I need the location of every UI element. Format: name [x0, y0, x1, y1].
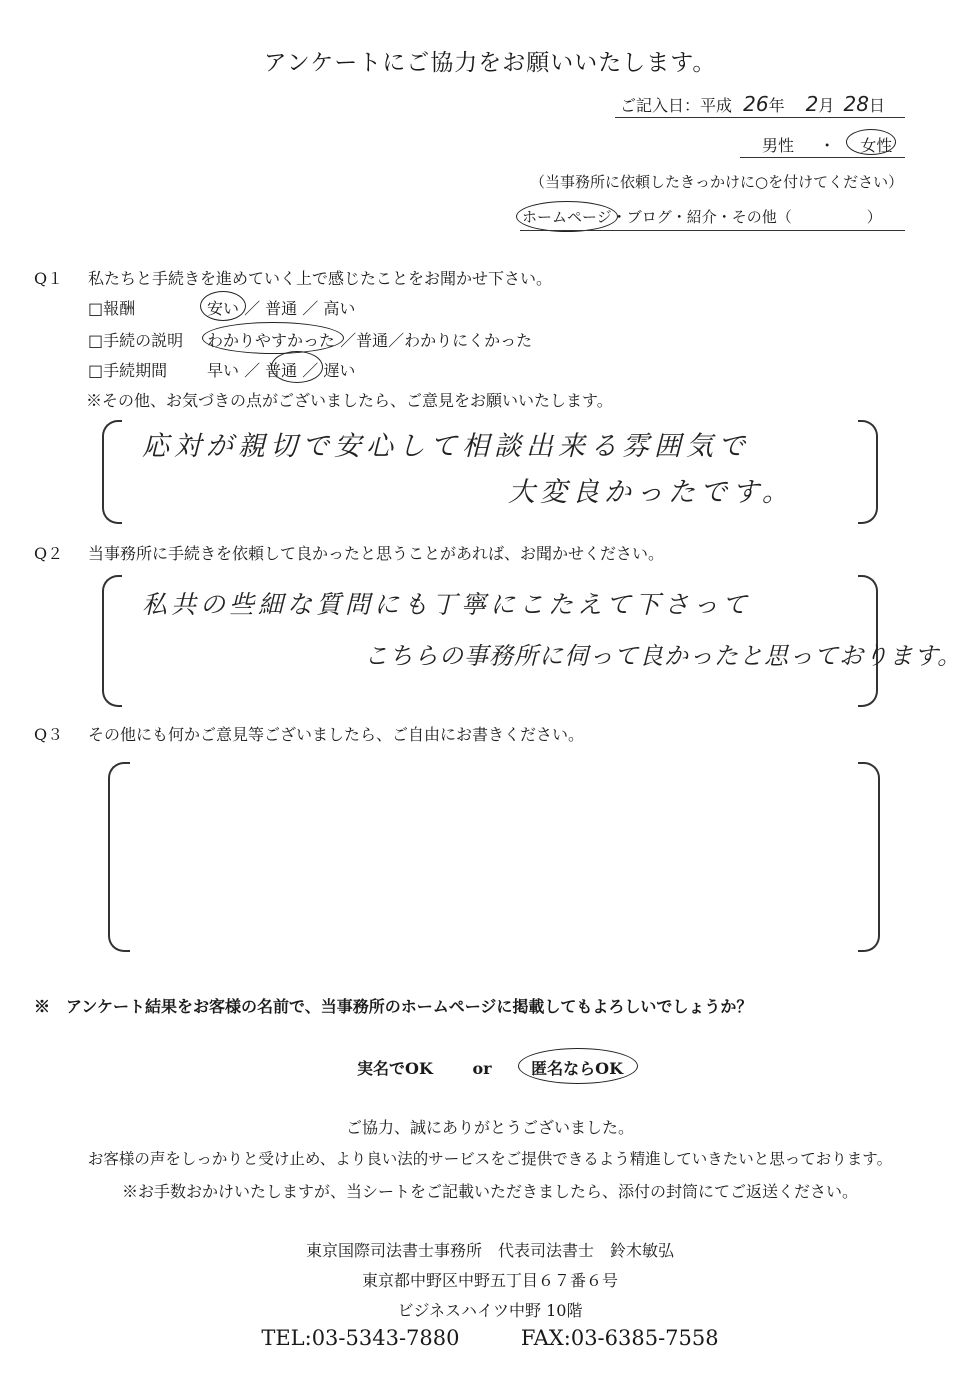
q2-answer-line1: 私共の些細な質問にも丁寧にこたえて下さって	[142, 590, 752, 619]
thanks-line2: お客様の声をしっかりと受け止め、より良い法的サービスをご提供できるよう精進していきたいと思っております。	[87, 1150, 893, 1168]
answer-box-left-bracket	[102, 420, 122, 524]
trigger-note: （当事務所に依頼したきっかけに○を付けてください）	[530, 173, 904, 191]
office-name: 東京国際司法書士事務所 代表司法書士 鈴木敏弘	[305, 1241, 674, 1260]
q1-label: Q１	[34, 269, 64, 288]
publish-options	[0, 1056, 980, 1079]
q1-question: 私たちと手続きを進めていく上で感じたことをお聞かせ下さい。	[88, 269, 553, 288]
answer-box-left-bracket	[108, 762, 130, 952]
q1-row-fee-item: □報酬	[88, 299, 136, 318]
date-year: 26	[743, 92, 769, 116]
gender-separator: ・	[819, 136, 836, 155]
selection-circle	[518, 1048, 638, 1084]
thanks-line3: ※お手数おかけいたしますが、当シートをご記載いただきましたら、添付の封筒にてご返送ください。	[121, 1182, 858, 1201]
thanks-line1: ご協力、誠にありがとうございました。	[345, 1118, 634, 1137]
office-contact	[0, 1326, 980, 1350]
q1-answer-line2: 大変良かったです。	[508, 477, 794, 508]
selection-circle	[516, 201, 618, 232]
date-label: ご記入日：平成	[620, 96, 733, 115]
date-year-unit: 年	[768, 96, 785, 115]
selection-circle	[202, 322, 344, 354]
q1-row-explanation-item: □手続の説明	[88, 331, 184, 350]
date-month-unit: 月	[818, 96, 835, 115]
gender-male: 男性	[762, 136, 795, 155]
q2-answer-line2: こちらの事務所に伺って良かったと思っております。	[364, 642, 963, 670]
selection-circle	[846, 129, 896, 155]
q1-row-fee-choices: 安い ／ 普通 ／ 高い	[207, 299, 356, 318]
office-address2: ビジネスハイツ中野 10階	[397, 1301, 583, 1320]
selection-circle	[200, 291, 246, 321]
answer-box-left-bracket	[102, 575, 122, 707]
answer-box-right-bracket	[858, 420, 878, 524]
publish-option-real-name: 実名でOK	[357, 1059, 433, 1078]
date-day-unit: 日	[868, 96, 885, 115]
q1-answer-line1: 応対が親切で安心して相談出来る雰囲気で	[142, 431, 750, 462]
trigger-options: ホームページ・ブログ・紹介・その他（ ）	[522, 208, 882, 226]
trigger-underline	[520, 230, 905, 231]
date-month: 2	[805, 92, 819, 116]
publish-option-anonymous: 匿名ならOK	[531, 1059, 623, 1078]
gender-underline	[740, 157, 905, 158]
date-field	[620, 92, 885, 116]
q2-label: Q２	[34, 544, 64, 563]
office-address1: 東京都中野区中野五丁目６７番６号	[361, 1271, 618, 1290]
office-fax: FAX:03-6385-7558	[520, 1326, 719, 1350]
q1-row-explanation-choices: わかりやすかった ／普通／わかりにくかった	[207, 331, 533, 350]
gender-female: 女性	[860, 136, 893, 155]
answer-box-right-bracket	[858, 762, 880, 952]
q1-row-period-item: □手続期間	[88, 361, 168, 380]
selection-circle	[271, 351, 323, 383]
q3-question: その他にも何かご意見等ございましたら、ご自由にお書きください。	[88, 725, 585, 744]
q2-question: 当事務所に手続きを依頼して良かったと思うことがあれば、お聞かせください。	[88, 544, 665, 563]
q3-label: Q３	[34, 725, 64, 744]
q1-other-prompt: ※その他、お気づきの点がございましたら、ご意見をお願いいたします。	[86, 391, 613, 410]
publish-or: or	[472, 1059, 492, 1078]
date-underline	[615, 117, 905, 118]
page-title: アンケートにご協力をお願いいたします。	[263, 50, 717, 76]
date-day: 28	[843, 92, 869, 116]
q1-row-period-choices: 早い ／ 普通 ／ 遅い	[207, 361, 356, 380]
office-tel: TEL:03-5343-7880	[261, 1326, 460, 1350]
publish-question: ※ アンケート結果をお客様の名前で、当事務所のホームページに掲載してもよろしいでしょうか？	[34, 997, 753, 1016]
